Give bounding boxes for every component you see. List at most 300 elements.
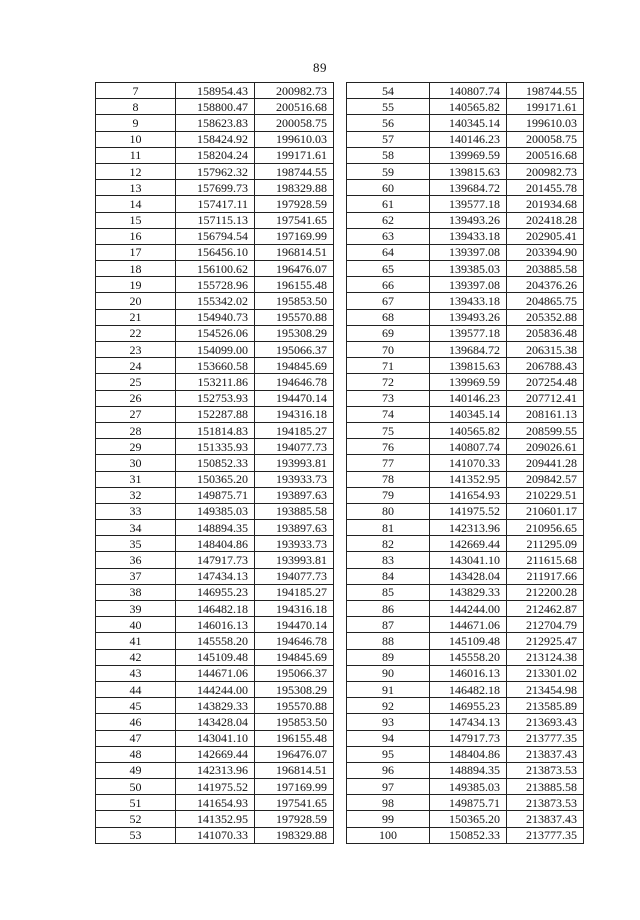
point-number-cell: 65 (347, 261, 430, 277)
table-row (96, 455, 334, 471)
y-coordinate-cell: 211917.66 (507, 568, 584, 584)
point-number-cell: 11 (96, 147, 176, 163)
point-number-cell: 59 (347, 163, 430, 179)
x-coordinate-cell: 143428.04 (176, 714, 255, 730)
y-coordinate-cell: 196155.48 (255, 277, 334, 293)
x-coordinate-cell: 148894.35 (430, 762, 507, 778)
table-row (347, 163, 584, 179)
point-number-cell: 68 (347, 309, 430, 325)
y-coordinate-cell: 197169.99 (255, 228, 334, 244)
x-coordinate-cell: 139577.18 (430, 325, 507, 341)
table-row (96, 342, 334, 358)
y-coordinate-cell: 203885.58 (507, 261, 584, 277)
y-coordinate-cell: 193897.63 (255, 520, 334, 536)
coordinate-table-left (95, 82, 334, 844)
point-number-cell: 94 (347, 730, 430, 746)
table-row (96, 196, 334, 212)
y-coordinate-cell: 194845.69 (255, 649, 334, 665)
point-number-cell: 76 (347, 439, 430, 455)
point-number-cell: 28 (96, 422, 176, 438)
x-coordinate-cell: 150365.20 (430, 811, 507, 827)
point-number-cell: 66 (347, 277, 430, 293)
y-coordinate-cell: 199610.03 (507, 115, 584, 131)
x-coordinate-cell: 146016.13 (430, 665, 507, 681)
table-row (96, 698, 334, 714)
point-number-cell: 79 (347, 487, 430, 503)
table-row (347, 83, 584, 99)
table-row (96, 601, 334, 617)
x-coordinate-cell: 155728.96 (176, 277, 255, 293)
point-number-cell: 15 (96, 212, 176, 228)
x-coordinate-cell: 142669.44 (430, 536, 507, 552)
y-coordinate-cell: 204376.26 (507, 277, 584, 293)
x-coordinate-cell: 143829.33 (430, 584, 507, 600)
y-coordinate-cell: 213873.53 (507, 762, 584, 778)
point-number-cell: 38 (96, 584, 176, 600)
x-coordinate-cell: 142313.96 (176, 762, 255, 778)
y-coordinate-cell: 213885.58 (507, 779, 584, 795)
x-coordinate-cell: 143041.10 (176, 730, 255, 746)
table-row (347, 665, 584, 681)
point-number-cell: 69 (347, 325, 430, 341)
table-row (347, 779, 584, 795)
x-coordinate-cell: 150852.33 (430, 827, 507, 843)
point-number-cell: 9 (96, 115, 176, 131)
x-coordinate-cell: 141352.95 (176, 811, 255, 827)
point-number-cell: 54 (347, 83, 430, 99)
x-coordinate-cell: 156100.62 (176, 261, 255, 277)
table-row (347, 422, 584, 438)
y-coordinate-cell: 213777.35 (507, 827, 584, 843)
y-coordinate-cell: 198329.88 (255, 827, 334, 843)
y-coordinate-cell: 207254.48 (507, 374, 584, 390)
y-coordinate-cell: 196814.51 (255, 762, 334, 778)
x-coordinate-cell: 139433.18 (430, 228, 507, 244)
table-row (347, 714, 584, 730)
y-coordinate-cell: 202418.28 (507, 212, 584, 228)
point-number-cell: 8 (96, 99, 176, 115)
y-coordinate-cell: 205836.48 (507, 325, 584, 341)
x-coordinate-cell: 139684.72 (430, 342, 507, 358)
y-coordinate-cell: 194845.69 (255, 358, 334, 374)
table-row (96, 584, 334, 600)
y-coordinate-cell: 193933.73 (255, 536, 334, 552)
x-coordinate-cell: 140345.14 (430, 115, 507, 131)
y-coordinate-cell: 208599.55 (507, 422, 584, 438)
y-coordinate-cell: 198329.88 (255, 180, 334, 196)
point-number-cell: 80 (347, 503, 430, 519)
table-row (347, 342, 584, 358)
table-row (347, 325, 584, 341)
table-row (96, 147, 334, 163)
x-coordinate-cell: 141975.52 (176, 779, 255, 795)
table-row (96, 762, 334, 778)
table-row (96, 795, 334, 811)
table-row (347, 730, 584, 746)
table-row (96, 746, 334, 762)
y-coordinate-cell: 194185.27 (255, 584, 334, 600)
table-row (96, 681, 334, 697)
point-number-cell: 24 (96, 358, 176, 374)
table-row (96, 277, 334, 293)
table-row (96, 503, 334, 519)
x-coordinate-cell: 144671.06 (176, 665, 255, 681)
x-coordinate-cell: 140807.74 (430, 83, 507, 99)
point-number-cell: 18 (96, 261, 176, 277)
y-coordinate-cell: 195570.88 (255, 309, 334, 325)
x-coordinate-cell: 142669.44 (176, 746, 255, 762)
x-coordinate-cell: 139577.18 (430, 196, 507, 212)
y-coordinate-cell: 212462.87 (507, 601, 584, 617)
table-row (347, 698, 584, 714)
table-row (347, 681, 584, 697)
point-number-cell: 47 (96, 730, 176, 746)
x-coordinate-cell: 156456.10 (176, 244, 255, 260)
table-row (347, 827, 584, 843)
table-row (347, 374, 584, 390)
x-coordinate-cell: 139815.63 (430, 163, 507, 179)
point-number-cell: 44 (96, 681, 176, 697)
x-coordinate-cell: 148894.35 (176, 520, 255, 536)
y-coordinate-cell: 205352.88 (507, 309, 584, 325)
table-row (347, 584, 584, 600)
table-row (96, 568, 334, 584)
x-coordinate-cell: 139397.08 (430, 277, 507, 293)
y-coordinate-cell: 194077.73 (255, 439, 334, 455)
table-row (96, 617, 334, 633)
x-coordinate-cell: 158954.43 (176, 83, 255, 99)
x-coordinate-cell: 150365.20 (176, 471, 255, 487)
x-coordinate-cell: 139433.18 (430, 293, 507, 309)
y-coordinate-cell: 196476.07 (255, 261, 334, 277)
point-number-cell: 72 (347, 374, 430, 390)
point-number-cell: 64 (347, 244, 430, 260)
table-row (96, 309, 334, 325)
x-coordinate-cell: 140807.74 (430, 439, 507, 455)
point-number-cell: 73 (347, 390, 430, 406)
table-body (96, 83, 334, 844)
x-coordinate-cell: 140146.23 (430, 390, 507, 406)
y-coordinate-cell: 209842.57 (507, 471, 584, 487)
y-coordinate-cell: 200982.73 (255, 83, 334, 99)
x-coordinate-cell: 151335.93 (176, 439, 255, 455)
y-coordinate-cell: 213873.53 (507, 795, 584, 811)
x-coordinate-cell: 151814.83 (176, 422, 255, 438)
x-coordinate-cell: 147917.73 (430, 730, 507, 746)
y-coordinate-cell: 194316.18 (255, 406, 334, 422)
table-row (347, 406, 584, 422)
y-coordinate-cell: 213837.43 (507, 746, 584, 762)
point-number-cell: 89 (347, 649, 430, 665)
x-coordinate-cell: 146955.23 (430, 698, 507, 714)
point-number-cell: 55 (347, 99, 430, 115)
point-number-cell: 99 (347, 811, 430, 827)
table-row (347, 746, 584, 762)
point-number-cell: 96 (347, 762, 430, 778)
table-row (347, 277, 584, 293)
table-row (96, 180, 334, 196)
table-row (96, 325, 334, 341)
table-row (347, 552, 584, 568)
point-number-cell: 100 (347, 827, 430, 843)
table-row (347, 633, 584, 649)
x-coordinate-cell: 152753.93 (176, 390, 255, 406)
point-number-cell: 37 (96, 568, 176, 584)
point-number-cell: 26 (96, 390, 176, 406)
y-coordinate-cell: 206788.43 (507, 358, 584, 374)
x-coordinate-cell: 145558.20 (430, 649, 507, 665)
x-coordinate-cell: 153211.86 (176, 374, 255, 390)
point-number-cell: 97 (347, 779, 430, 795)
x-coordinate-cell: 141352.95 (430, 471, 507, 487)
x-coordinate-cell: 148404.86 (430, 746, 507, 762)
y-coordinate-cell: 200058.75 (255, 115, 334, 131)
y-coordinate-cell: 200982.73 (507, 163, 584, 179)
y-coordinate-cell: 200058.75 (507, 131, 584, 147)
x-coordinate-cell: 157699.73 (176, 180, 255, 196)
x-coordinate-cell: 149875.71 (176, 487, 255, 503)
y-coordinate-cell: 194316.18 (255, 601, 334, 617)
y-coordinate-cell: 210601.17 (507, 503, 584, 519)
table-row (96, 552, 334, 568)
y-coordinate-cell: 200516.68 (507, 147, 584, 163)
table-row (347, 180, 584, 196)
y-coordinate-cell: 194077.73 (255, 568, 334, 584)
table-row (96, 261, 334, 277)
table-row (96, 99, 334, 115)
y-coordinate-cell: 213124.38 (507, 649, 584, 665)
table-row (96, 374, 334, 390)
point-number-cell: 41 (96, 633, 176, 649)
point-number-cell: 62 (347, 212, 430, 228)
y-coordinate-cell: 194185.27 (255, 422, 334, 438)
y-coordinate-cell: 199171.61 (255, 147, 334, 163)
point-number-cell: 82 (347, 536, 430, 552)
table-row (96, 487, 334, 503)
x-coordinate-cell: 141070.33 (176, 827, 255, 843)
y-coordinate-cell: 194646.78 (255, 374, 334, 390)
table-row (96, 649, 334, 665)
point-number-cell: 43 (96, 665, 176, 681)
point-number-cell: 50 (96, 779, 176, 795)
table-row (96, 83, 334, 99)
table-row (347, 131, 584, 147)
table-row (347, 261, 584, 277)
table-row (347, 649, 584, 665)
table-row (347, 358, 584, 374)
x-coordinate-cell: 140345.14 (430, 406, 507, 422)
point-number-cell: 39 (96, 601, 176, 617)
x-coordinate-cell: 141654.93 (430, 487, 507, 503)
point-number-cell: 29 (96, 439, 176, 455)
point-number-cell: 32 (96, 487, 176, 503)
table-row (96, 228, 334, 244)
point-number-cell: 45 (96, 698, 176, 714)
table-row (96, 779, 334, 795)
y-coordinate-cell: 202905.41 (507, 228, 584, 244)
y-coordinate-cell: 203394.90 (507, 244, 584, 260)
x-coordinate-cell: 139969.59 (430, 147, 507, 163)
y-coordinate-cell: 207712.41 (507, 390, 584, 406)
y-coordinate-cell: 213837.43 (507, 811, 584, 827)
y-coordinate-cell: 195570.88 (255, 698, 334, 714)
x-coordinate-cell: 139385.03 (430, 261, 507, 277)
table-row (96, 163, 334, 179)
table-row (347, 471, 584, 487)
y-coordinate-cell: 212704.79 (507, 617, 584, 633)
y-coordinate-cell: 213301.02 (507, 665, 584, 681)
table-row (96, 212, 334, 228)
x-coordinate-cell: 140565.82 (430, 422, 507, 438)
point-number-cell: 10 (96, 131, 176, 147)
x-coordinate-cell: 143428.04 (430, 568, 507, 584)
x-coordinate-cell: 146955.23 (176, 584, 255, 600)
y-coordinate-cell: 195066.37 (255, 665, 334, 681)
x-coordinate-cell: 147434.13 (430, 714, 507, 730)
y-coordinate-cell: 195853.50 (255, 714, 334, 730)
point-number-cell: 36 (96, 552, 176, 568)
y-coordinate-cell: 196155.48 (255, 730, 334, 746)
point-number-cell: 51 (96, 795, 176, 811)
y-coordinate-cell: 195308.29 (255, 325, 334, 341)
point-number-cell: 85 (347, 584, 430, 600)
y-coordinate-cell: 197541.65 (255, 795, 334, 811)
table-row (347, 536, 584, 552)
point-number-cell: 83 (347, 552, 430, 568)
y-coordinate-cell: 210229.51 (507, 487, 584, 503)
table-row (347, 762, 584, 778)
y-coordinate-cell: 194646.78 (255, 633, 334, 649)
table-row (347, 811, 584, 827)
y-coordinate-cell: 193993.81 (255, 552, 334, 568)
point-number-cell: 12 (96, 163, 176, 179)
x-coordinate-cell: 141975.52 (430, 503, 507, 519)
point-number-cell: 27 (96, 406, 176, 422)
x-coordinate-cell: 157115.13 (176, 212, 255, 228)
y-coordinate-cell: 212925.47 (507, 633, 584, 649)
x-coordinate-cell: 158204.24 (176, 147, 255, 163)
point-number-cell: 23 (96, 342, 176, 358)
x-coordinate-cell: 148404.86 (176, 536, 255, 552)
point-number-cell: 20 (96, 293, 176, 309)
x-coordinate-cell: 141654.93 (176, 795, 255, 811)
table-row (347, 390, 584, 406)
x-coordinate-cell: 154940.73 (176, 309, 255, 325)
x-coordinate-cell: 144244.00 (430, 601, 507, 617)
table-row (96, 471, 334, 487)
y-coordinate-cell: 193897.63 (255, 487, 334, 503)
point-number-cell: 67 (347, 293, 430, 309)
x-coordinate-cell: 144244.00 (176, 681, 255, 697)
x-coordinate-cell: 152287.88 (176, 406, 255, 422)
table-row (96, 115, 334, 131)
y-coordinate-cell: 196814.51 (255, 244, 334, 260)
y-coordinate-cell: 201455.78 (507, 180, 584, 196)
point-number-cell: 98 (347, 795, 430, 811)
point-number-cell: 31 (96, 471, 176, 487)
table-row (96, 536, 334, 552)
x-coordinate-cell: 147434.13 (176, 568, 255, 584)
x-coordinate-cell: 155342.02 (176, 293, 255, 309)
point-number-cell: 92 (347, 698, 430, 714)
point-number-cell: 42 (96, 649, 176, 665)
x-coordinate-cell: 146482.18 (430, 681, 507, 697)
x-coordinate-cell: 144671.06 (430, 617, 507, 633)
x-coordinate-cell: 139969.59 (430, 374, 507, 390)
table-row (96, 422, 334, 438)
y-coordinate-cell: 212200.28 (507, 584, 584, 600)
y-coordinate-cell: 213693.43 (507, 714, 584, 730)
x-coordinate-cell: 157417.11 (176, 196, 255, 212)
table-row (347, 147, 584, 163)
table-row (347, 617, 584, 633)
table-body (347, 83, 584, 844)
table-row (96, 358, 334, 374)
point-number-cell: 63 (347, 228, 430, 244)
x-coordinate-cell: 146482.18 (176, 601, 255, 617)
point-number-cell: 87 (347, 617, 430, 633)
x-coordinate-cell: 143041.10 (430, 552, 507, 568)
y-coordinate-cell: 201934.68 (507, 196, 584, 212)
x-coordinate-cell: 157962.32 (176, 163, 255, 179)
y-coordinate-cell: 200516.68 (255, 99, 334, 115)
point-number-cell: 95 (347, 746, 430, 762)
x-coordinate-cell: 139684.72 (430, 180, 507, 196)
y-coordinate-cell: 208161.13 (507, 406, 584, 422)
point-number-cell: 88 (347, 633, 430, 649)
point-number-cell: 61 (347, 196, 430, 212)
point-number-cell: 71 (347, 358, 430, 374)
y-coordinate-cell: 197169.99 (255, 779, 334, 795)
x-coordinate-cell: 141070.33 (430, 455, 507, 471)
y-coordinate-cell: 194470.14 (255, 390, 334, 406)
table-row (96, 633, 334, 649)
table-row (347, 439, 584, 455)
point-number-cell: 78 (347, 471, 430, 487)
point-number-cell: 35 (96, 536, 176, 552)
table-row (96, 406, 334, 422)
point-number-cell: 40 (96, 617, 176, 633)
y-coordinate-cell: 196476.07 (255, 746, 334, 762)
point-number-cell: 81 (347, 520, 430, 536)
point-number-cell: 77 (347, 455, 430, 471)
y-coordinate-cell: 198744.55 (507, 83, 584, 99)
x-coordinate-cell: 156794.54 (176, 228, 255, 244)
x-coordinate-cell: 149875.71 (430, 795, 507, 811)
point-number-cell: 58 (347, 147, 430, 163)
point-number-cell: 90 (347, 665, 430, 681)
table-row (347, 228, 584, 244)
y-coordinate-cell: 209441.28 (507, 455, 584, 471)
x-coordinate-cell: 149385.03 (176, 503, 255, 519)
point-number-cell: 16 (96, 228, 176, 244)
y-coordinate-cell: 199171.61 (507, 99, 584, 115)
y-coordinate-cell: 193993.81 (255, 455, 334, 471)
y-coordinate-cell: 210956.65 (507, 520, 584, 536)
x-coordinate-cell: 145109.48 (430, 633, 507, 649)
table-row (96, 520, 334, 536)
point-number-cell: 91 (347, 681, 430, 697)
x-coordinate-cell: 147917.73 (176, 552, 255, 568)
y-coordinate-cell: 211615.68 (507, 552, 584, 568)
point-number-cell: 46 (96, 714, 176, 730)
x-coordinate-cell: 145558.20 (176, 633, 255, 649)
y-coordinate-cell: 193933.73 (255, 471, 334, 487)
table-row (96, 131, 334, 147)
table-row (96, 827, 334, 843)
table-row (96, 811, 334, 827)
point-number-cell: 48 (96, 746, 176, 762)
